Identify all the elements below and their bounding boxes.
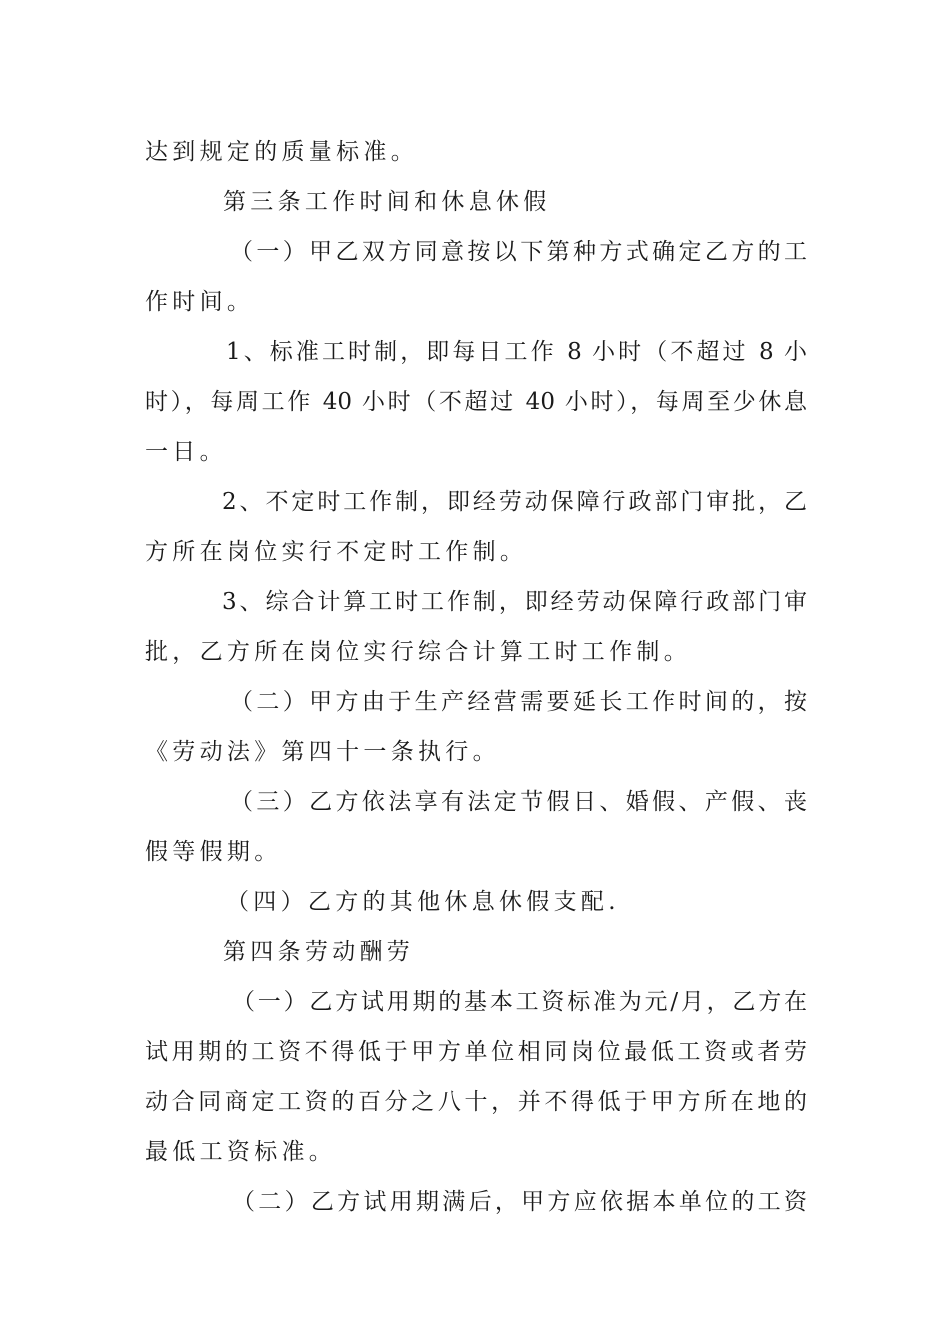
text-line: 达到规定的质量标准。 bbox=[145, 139, 418, 165]
text-line: （三）乙方依法享有法定节假日、婚假、产假、丧 bbox=[230, 789, 807, 815]
text-line: 《劳动法》第四十一条执行。 bbox=[145, 739, 500, 765]
text-line: 批，乙方所在岗位实行综合计算工时工作制。 bbox=[145, 639, 691, 665]
text-line: 假等假期。 bbox=[145, 839, 282, 865]
text-line: 试用期的工资不得低于甲方单位相同岗位最低工资或者劳 bbox=[145, 1039, 807, 1065]
text-line: （一）乙方试用期的基本工资标准为元/月，乙方在 bbox=[232, 989, 807, 1015]
text-line: 3、综合计算工时工作制，即经劳动保障行政部门审 bbox=[222, 589, 807, 615]
text-line: 一日。 bbox=[145, 439, 227, 465]
text-line: （二）乙方试用期满后，甲方应依据本单位的工资 bbox=[232, 1189, 807, 1215]
text-line: 时），每周工作 40 小时（不超过 40 小时），每周至少休息 bbox=[145, 389, 807, 415]
text-line: 作时间。 bbox=[145, 289, 255, 315]
text-line: （四）乙方的其他休息休假支配. bbox=[226, 889, 620, 915]
section-heading: 第四条劳动酬劳 bbox=[223, 939, 415, 965]
text-line: （二）甲方由于生产经营需要延长工作时间的，按 bbox=[230, 689, 807, 715]
text-line: 1、标准工时制，即每日工作 8 小时（不超过 8 小 bbox=[226, 339, 807, 365]
text-line: （一）甲乙双方同意按以下第种方式确定乙方的工 bbox=[230, 239, 807, 265]
section-heading: 第三条工作时间和休息休假 bbox=[223, 189, 551, 215]
text-line: 2、不定时工作制，即经劳动保障行政部门审批，乙 bbox=[222, 489, 807, 515]
text-line: 最低工资标准。 bbox=[145, 1139, 337, 1165]
text-line: 动合同商定工资的百分之八十，并不得低于甲方所在地的 bbox=[145, 1089, 807, 1115]
text-line: 方所在岗位实行不定时工作制。 bbox=[145, 539, 528, 565]
